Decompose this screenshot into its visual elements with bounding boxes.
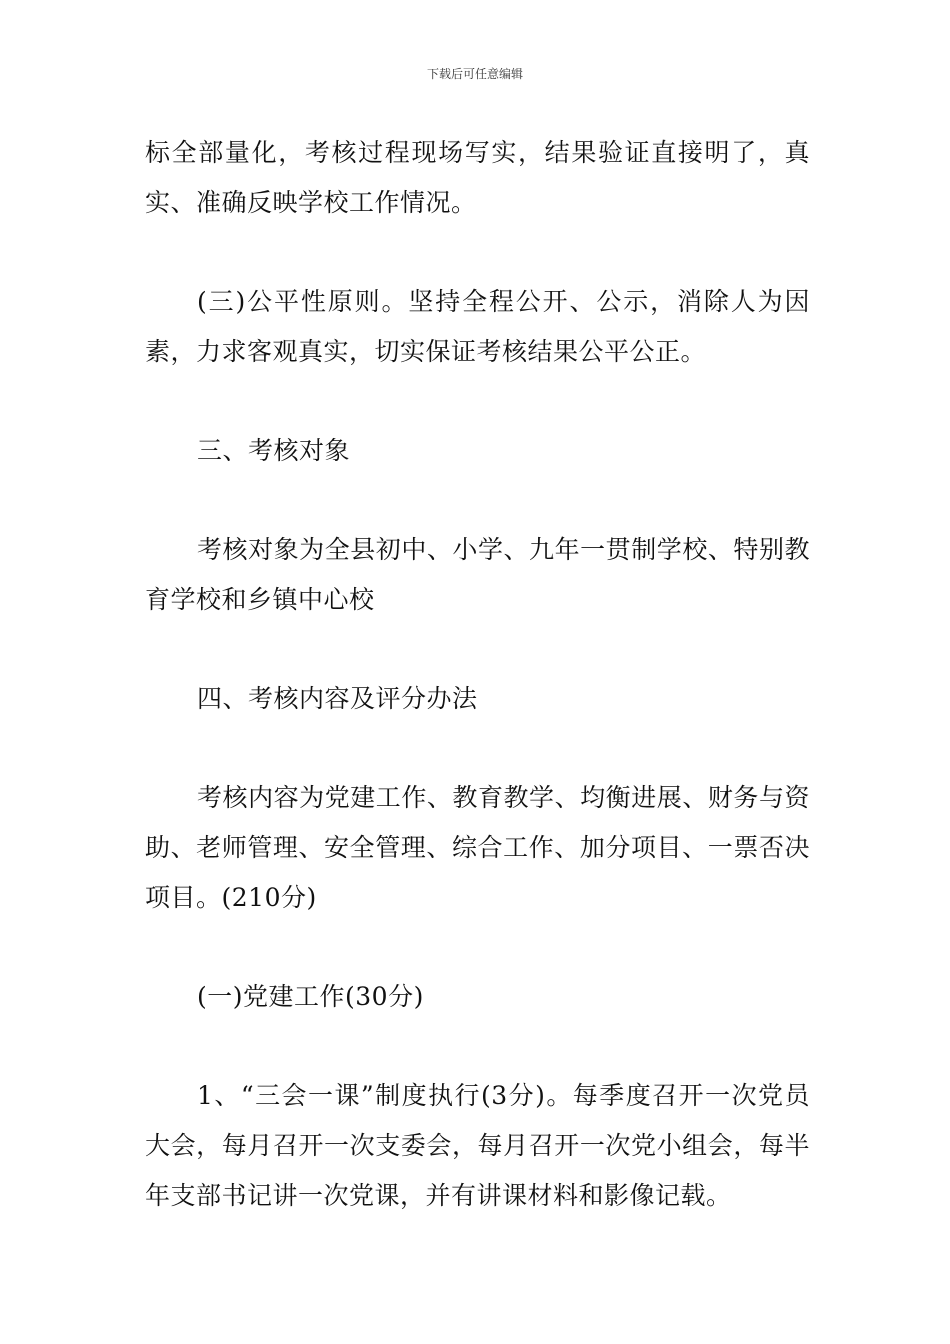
page-header: 下载后可任意编辑: [426, 67, 523, 81]
paragraph-assessment-content: 考核内容为党建工作、教育教学、均衡进展、财务与资助、老师管理、安全管理、综合工作、加分项目、一票否决项目。(210分): [145, 783, 810, 912]
paragraph-fairness-principle: (三)公平性原则。坚持全程公开、公示，消除人为因素，力求客观真实，切实保证考核结果公平公正。: [145, 287, 810, 366]
paragraph-gap: [145, 228, 810, 277]
paragraph-gap: [145, 377, 810, 426]
subsection-heading-party-building: (一)党建工作(30分): [197, 982, 424, 1011]
paragraph-gap: [145, 1022, 810, 1071]
document-body: [145, 128, 810, 1221]
paragraph-gap: [145, 625, 810, 674]
paragraph-three-meetings-one-lesson: 1、“三会一课”制度执行(3分)。每季度召开一次党员大会，每月召开一次支委会，每月召开一次党小组会，每半年支部书记讲一次党课，并有讲课材料和影像记载。: [145, 1081, 810, 1210]
paragraph-gap: [145, 923, 810, 972]
section-heading-content-scoring: 四、考核内容及评分办法: [197, 684, 478, 713]
paragraph-continuation: 标全部量化，考核过程现场写实，结果验证直接明了，真实、准确反映学校工作情况。: [145, 138, 810, 217]
section-heading-assessment-target: 三、考核对象: [197, 436, 351, 465]
paragraph-assessment-target: 考核对象为全县初中、小学、九年一贯制学校、特别教育学校和乡镇中心校: [145, 535, 810, 614]
paragraph-gap: [145, 724, 810, 773]
paragraph-gap: [145, 476, 810, 525]
